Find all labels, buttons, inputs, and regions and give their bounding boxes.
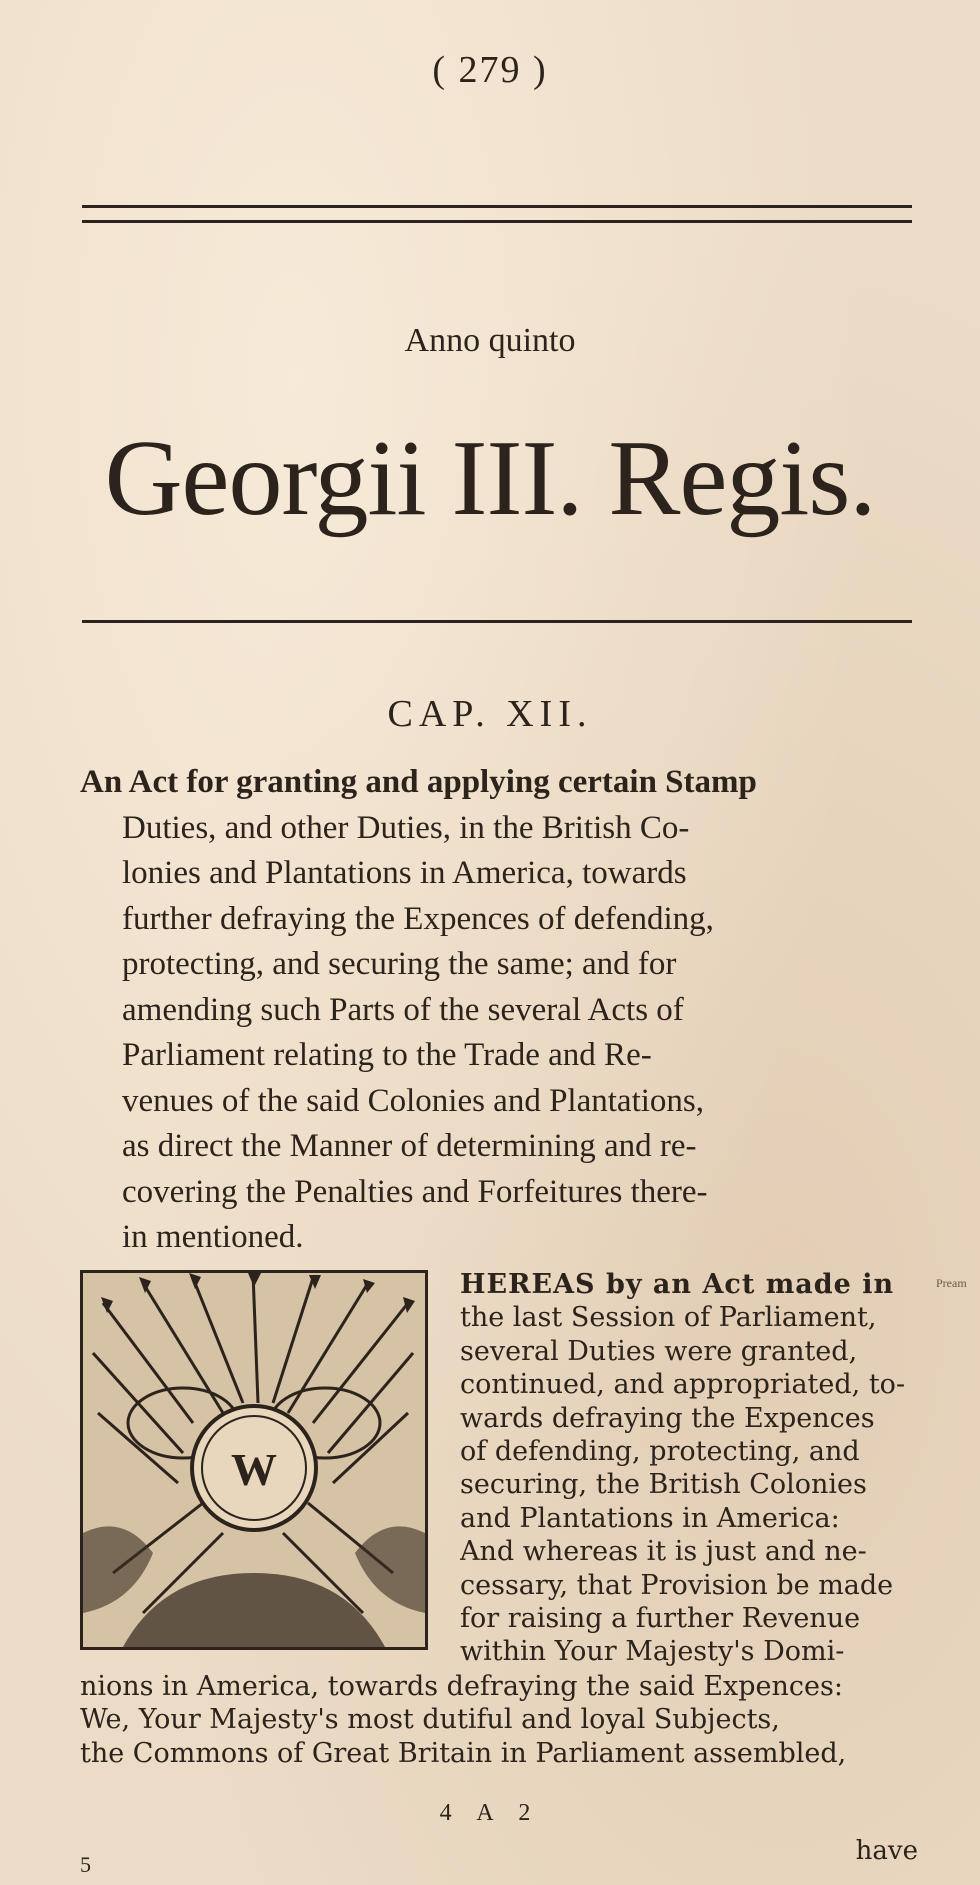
body-line: nions in America, towards defraying the said Expences: [80, 1671, 843, 1702]
body-line: And whereas it is just and ne- [460, 1536, 867, 1568]
body-text-beside-initial [460, 1268, 930, 1669]
single-rule-divider [82, 620, 912, 623]
body-line: and Plantations in America: [460, 1502, 840, 1534]
body-line: continued, and appropriated, to- [460, 1369, 906, 1401]
act-title-line: lonies and Plantations in America, towards [122, 855, 687, 891]
act-title-line: in mentioned. [122, 1219, 304, 1255]
body-line: cessary, that Provision be made [460, 1569, 894, 1601]
page-number: ( 279 ) [432, 49, 548, 91]
body-line: HEREAS by an Act made in [460, 1269, 895, 1300]
body-line: wards defraying the Expences [460, 1402, 875, 1434]
body-line: the Commons of Great Britain in Parliament assembled, [80, 1737, 847, 1769]
body-line: several Duties were granted, [460, 1335, 858, 1367]
body-line: for raising a further Revenue [460, 1603, 861, 1635]
body-line: We, Your Majesty's most dutiful and loyal Subjects, [80, 1704, 780, 1736]
body-line: the last Session of Parliament, [460, 1302, 877, 1334]
body-line: within Your Majesty's Domi- [460, 1636, 845, 1668]
act-title [80, 760, 920, 1261]
body-line: of defending, protecting, and [460, 1436, 860, 1468]
act-title-line: An Act for granting and applying certain Stamp [80, 764, 757, 800]
body-line: securing, the British Colonies [460, 1469, 867, 1501]
catchword: have [855, 1836, 918, 1866]
act-title-line: as direct the Manner of determining and re- [122, 1128, 697, 1164]
double-rule-divider [82, 205, 912, 223]
act-title-line: Duties, and other Duties, in the British Co- [122, 809, 690, 846]
initial-letter: W [231, 1444, 277, 1495]
act-title-line: venues of the said Colonies and Plantations, [122, 1082, 704, 1119]
regis-title: Georgii III. Regis. [104, 419, 876, 538]
act-title-line: further defraying the Expences of defending, [122, 900, 714, 937]
margin-note: Pream [936, 1276, 967, 1290]
act-title-line: covering the Penalties and Forfeitures there- [122, 1173, 708, 1210]
chapter-number: CAP. XII. [387, 693, 593, 735]
signature-mark: 4 A 2 [439, 1800, 541, 1826]
woodcut-illustration [83, 1273, 425, 1647]
act-title-line: amending such Parts of the several Acts of [122, 991, 684, 1028]
leaf-mark: 5 [80, 1852, 91, 1877]
act-title-line: protecting, and securing the same; and for [122, 946, 677, 982]
body-text-full-width [80, 1670, 920, 1770]
act-title-line: Parliament relating to the Trade and Re- [122, 1037, 652, 1073]
decorated-initial-woodcut [80, 1270, 428, 1650]
anno-heading: Anno quinto [404, 322, 576, 359]
